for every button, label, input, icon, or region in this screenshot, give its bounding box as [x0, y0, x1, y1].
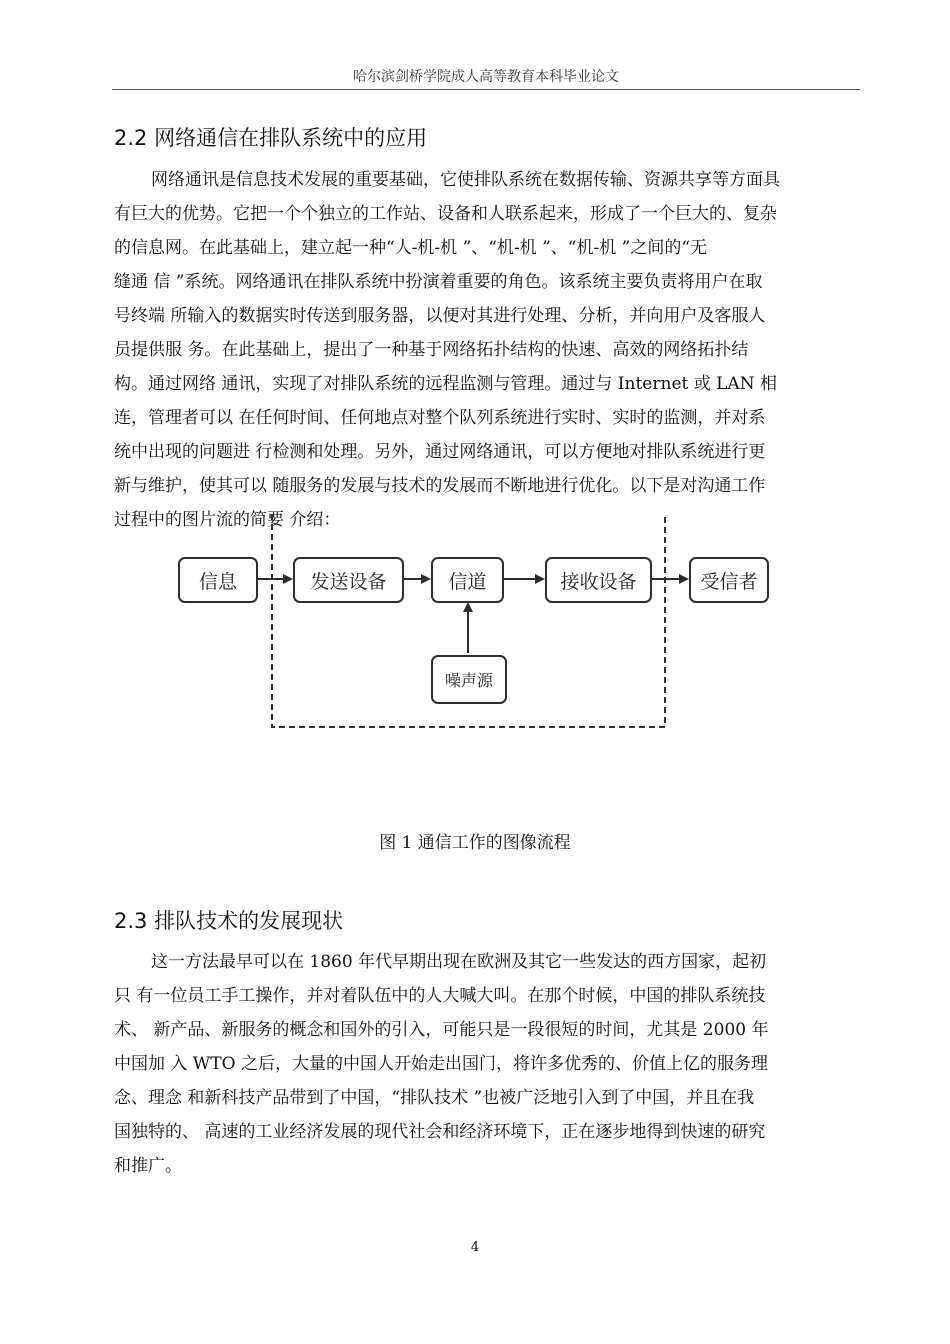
- paragraph-line: 员提供服 务。在此基础上，提出了一种基于网络拓扑结构的快速、高效的网络拓扑结: [114, 340, 749, 360]
- paragraph-line: 和推广。: [114, 1156, 182, 1176]
- paragraph-line: 术、 新产品、新服务的概念和国外的引入，可能只是一段很短的时间，尤其是 2000 年: [114, 1020, 769, 1040]
- paragraph-line: 连，管理者可以 在任何时间、任何地点对整个队列系统进行实时、实时的监测，并对系: [114, 408, 766, 428]
- paragraph-line: 缝通 信 ”系统。网络通讯在排队系统中扮演着重要的角色。该系统主要负责将用户在取: [114, 272, 763, 292]
- paragraph-line: 这一方法最早可以在 1860 年代早期出现在欧洲及其它一些发达的西方国家，起初: [151, 952, 767, 972]
- paragraph-line: 的信息网。在此基础上，建立起一种“人-机-机 ”、“机-机 ”、“机-机 ”之间的“无: [114, 238, 708, 258]
- paragraph-line: 中国加 入 WTO 之后，大量的中国人开始走出国门，将许多优秀的、价值上亿的服务理: [114, 1054, 768, 1074]
- section-2-2-title: 2.2 网络通信在排队系统中的应用: [114, 126, 428, 150]
- section-2-3-title: 2.3 排队技术的发展现状: [114, 909, 344, 933]
- node-info: 信息: [178, 557, 258, 603]
- paragraph-line: 号终端 所输入的数据实时传送到服务器，以便对其进行处理、分析，并向用户及客服人: [114, 306, 766, 326]
- header-rule: [112, 89, 860, 90]
- node-noise-source: 噪声源: [431, 655, 507, 704]
- paragraph-line: 统中出现的问题进 行检测和处理。另外，通过网络通讯，可以方便地对排队系统进行更: [114, 442, 766, 462]
- paragraph-line: 有巨大的优势。它把一个个独立的工作站、设备和人联系起来，形成了一个巨大的、复杂: [114, 204, 777, 224]
- paragraph-line: 只 有一位员工手工操作，并对着队伍中的人大喊大叫。在那个时候，中国的排队系统技: [114, 986, 766, 1006]
- node-sender: 发送设备: [293, 557, 404, 603]
- paragraph-line: 国独特的、 高速的工业经济发展的现代社会和经济环境下，正在逐步地得到快速的研究: [114, 1122, 766, 1142]
- paragraph-line: 新与维护，使其可以 随服务的发展与技术的发展而不断地进行优化。以下是对沟通工作: [114, 476, 766, 496]
- paragraph-line: 念、理念 和新科技产品带到了中国，“排队技术 ”也被广泛地引入到了中国，并且在我: [114, 1088, 755, 1108]
- paragraph-line: 网络通讯是信息技术发展的重要基础，它使排队系统在数据传输、资源共享等方面具: [151, 170, 780, 190]
- paragraph-line: 过程中的图片流的简要 介绍：: [114, 510, 341, 530]
- header-title: 哈尔滨剑桥学院成人高等教育本科毕业论文: [353, 69, 619, 85]
- section-2-2-body: [114, 163, 860, 537]
- paragraph-line: 构。通过网络 通讯，实现了对排队系统的远程监测与管理。通过与 Internet 或 LAN 相: [114, 374, 777, 394]
- figure-caption: 图 1 通信工作的图像流程: [379, 833, 571, 853]
- page-number: 4: [470, 1240, 480, 1255]
- communication-flow-diagram: [170, 512, 770, 734]
- node-channel: 信道: [431, 557, 504, 603]
- section-2-3-body: [114, 945, 860, 1183]
- node-recipient: 受信者: [689, 557, 769, 603]
- node-receiver: 接收设备: [545, 557, 652, 603]
